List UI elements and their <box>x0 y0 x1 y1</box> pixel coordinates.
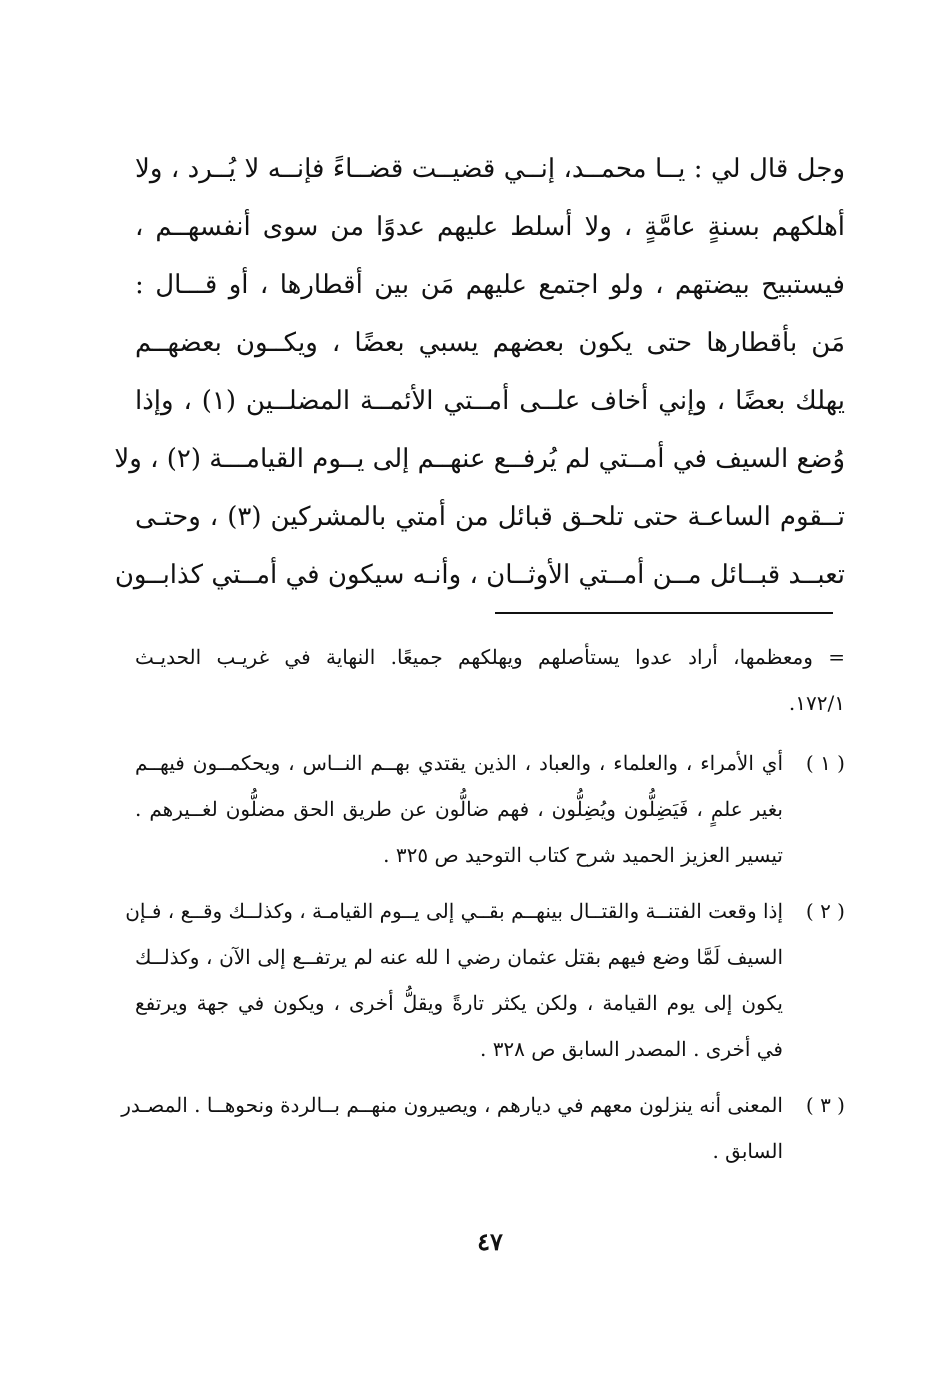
footnote-line: السابق . <box>712 1139 783 1163</box>
main-text-line: تــقوم الساعـة حتى تلحـق قبائل من أمتي بالمشركين (٣) ، وحتـى <box>135 502 846 532</box>
page-number: ٤٧ <box>477 1227 503 1256</box>
main-text-line: أهلكهم بسنةٍ عامَّةٍ ، ولا أسلط عليهم عدوًا من سوى أنفسهــم ، <box>135 212 845 242</box>
footnote-line: إذا وقعت الفتنــة والقتــال بينهــم بقــي إلى يــوم القيامـة ، وكذلــك وقــع ، فـإن <box>125 899 783 923</box>
main-text-line: وُضع السيف في أمــتي لم يُرفــع عنهــم إلى يــوم القيامـــة (٢) ، ولا <box>114 444 845 474</box>
main-text-line: تعبــد قبــائل مــن أمــتي الأوثــان ، وأنـه سيكون في أمــتي كذابــون <box>114 560 845 590</box>
footnote-separator <box>495 612 833 614</box>
main-text-line: فيستبيح بيضتهم ، ولو اجتمع عليهم مَن بين أقطارها ، أو قـــال : <box>135 270 845 300</box>
footnote-marker: ( ٢ ) <box>805 899 845 923</box>
footnote-marker: ( ٣ ) <box>805 1093 845 1117</box>
footnote-line: أي الأمراء ، والعلماء ، والعباد ، الذين يقتدي بهــم النــاس ، ويحكمــون فيهــم <box>135 751 783 775</box>
main-text-line: يهلك بعضًا ، وإني أخاف علــى أمــتي الأئمــة المضلــين (١) ، وإذا <box>135 386 845 416</box>
footnote-marker: ( ١ ) <box>805 751 845 775</box>
footnote-2 <box>125 888 845 1072</box>
main-text-line: مَن بأقطارها حتى يكون بعضهم يسبي بعضًا ، ويكــون بعضهــم <box>135 328 845 358</box>
footnote-body <box>135 740 783 878</box>
footnote-body <box>121 1082 783 1174</box>
footnote-body <box>125 888 783 1072</box>
footnote-1 <box>135 740 845 878</box>
footnote-line: السيف لَمَّا وضع فيهم بقتل عثمان رضي ا لله عنه لم يرتفــع إلى الآن ، وكذلــك <box>135 945 783 969</box>
main-text-block <box>114 140 846 604</box>
footnote-line: المعنى أنه ينزلون معهم في ديارهم ، ويصيرون منهــم بــالردة ونحوهــا . المصـدر <box>121 1093 783 1117</box>
footnote-line: يكون إلى يوم القيامة ، ولكن يكثر تارةً ويقلُّ أخرى ، ويكون في جهة ويرتفع <box>135 991 783 1015</box>
footnote-continuation <box>135 634 845 726</box>
footnote-3 <box>121 1082 845 1174</box>
footnote-line: في أخرى . المصدر السابق ص ٣٢٨ . <box>479 1037 783 1061</box>
footnote-line: ١٧٢/١. <box>788 691 845 715</box>
footnote-line: تيسير العزيز الحميد شرح كتاب التوحيد ص ٣٢٥ . <box>383 843 783 867</box>
footnotes-block <box>121 634 845 1184</box>
footnote-line: بغير علمٍ ، فَيَضِلُّون ويُضِلُّون ، فهم ضالُّون عن طريق الحق مضلُّون لغــيرهم . <box>135 797 783 821</box>
main-text-line: وجل قال لي : يــا محمــد، إنــي قضيــت قضــاءً فإنــه لا يُــرد ، ولا <box>135 154 845 184</box>
footnote-line: = ومعظمها، أراد عدوا يستأصلهم ويهلكهم جميعًا. النهاية في غريـب الحديـث <box>135 645 845 669</box>
